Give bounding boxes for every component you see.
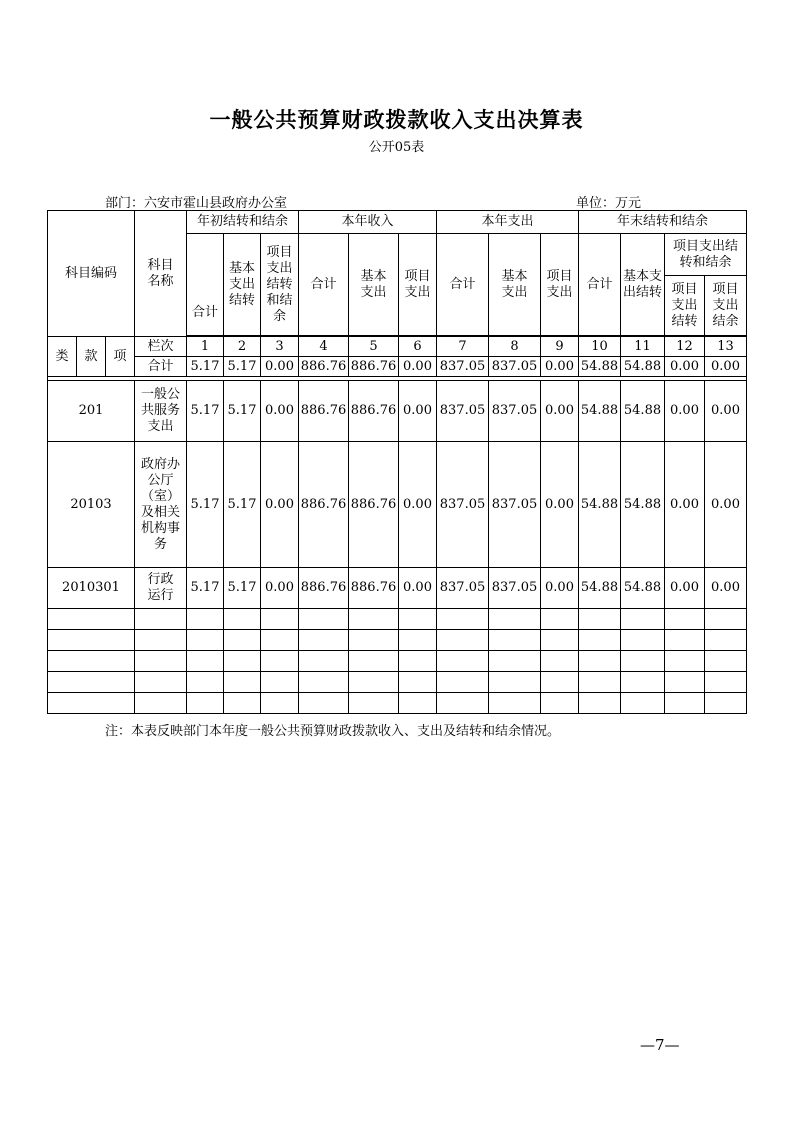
total-value: 5.17 — [224, 357, 261, 377]
empty-cell — [261, 651, 299, 672]
header-income-project: 项目支出 — [399, 234, 437, 336]
empty-cell — [399, 693, 437, 714]
empty-cell — [665, 651, 705, 672]
empty-cell — [399, 630, 437, 651]
empty-cell — [579, 672, 621, 693]
empty-cell — [224, 693, 261, 714]
header-expense-total: 合计 — [437, 234, 489, 336]
empty-cell — [187, 630, 224, 651]
header-end-group: 年末结转和结余 — [579, 211, 747, 234]
header-end-basic: 基本支出结转 — [621, 234, 665, 336]
total-value: 837.05 — [437, 357, 489, 377]
total-value: 0.00 — [665, 357, 705, 377]
empty-cell — [48, 630, 135, 651]
row-value: 0.00 — [261, 568, 299, 609]
row-code: 2010301 — [48, 568, 135, 609]
empty-cell — [399, 609, 437, 630]
empty-row — [48, 630, 747, 651]
empty-cell — [621, 672, 665, 693]
empty-cell — [224, 672, 261, 693]
row-value: 54.88 — [579, 381, 621, 442]
row-value: 0.00 — [399, 381, 437, 442]
row-value: 0.00 — [399, 442, 437, 568]
col-number: 10 — [579, 337, 621, 357]
empty-cell — [48, 651, 135, 672]
empty-cell — [48, 693, 135, 714]
row-value: 0.00 — [399, 568, 437, 609]
empty-cell — [399, 651, 437, 672]
col-number: 7 — [437, 337, 489, 357]
code-part-section: 款 — [77, 337, 106, 377]
empty-cell — [299, 672, 349, 693]
empty-row — [48, 609, 747, 630]
empty-cell — [437, 609, 489, 630]
col-number: 12 — [665, 337, 705, 357]
empty-cell — [579, 693, 621, 714]
empty-cell — [665, 609, 705, 630]
row-value: 886.76 — [349, 381, 399, 442]
empty-cell — [399, 672, 437, 693]
empty-cell — [541, 609, 579, 630]
empty-row — [48, 651, 747, 672]
empty-cell — [541, 672, 579, 693]
header-begin-total: 合计 — [187, 234, 224, 336]
empty-cell — [349, 630, 399, 651]
row-value: 837.05 — [489, 442, 541, 568]
row-value: 5.17 — [224, 568, 261, 609]
row-value: 0.00 — [705, 442, 747, 568]
empty-cell — [261, 672, 299, 693]
total-row-label: 合计 — [135, 357, 187, 377]
code-part-category: 类 — [48, 337, 77, 377]
empty-cell — [349, 693, 399, 714]
empty-cell — [187, 609, 224, 630]
code-part-item: 项 — [106, 337, 135, 377]
empty-cell — [299, 651, 349, 672]
empty-cell — [349, 651, 399, 672]
row-value: 837.05 — [437, 381, 489, 442]
row-value: 54.88 — [579, 568, 621, 609]
empty-cell — [187, 693, 224, 714]
empty-cell — [489, 630, 541, 651]
empty-cell — [621, 693, 665, 714]
empty-cell — [489, 672, 541, 693]
header-income-group: 本年收入 — [299, 211, 437, 234]
row-value: 54.88 — [621, 568, 665, 609]
row-value: 0.00 — [665, 442, 705, 568]
empty-cell — [705, 630, 747, 651]
header-expense-group: 本年支出 — [437, 211, 579, 234]
empty-cell — [489, 651, 541, 672]
empty-cell — [541, 630, 579, 651]
empty-row — [48, 693, 747, 714]
page-number: —7— — [640, 1036, 680, 1054]
row-name: 政府办公厅（室）及相关机构事务 — [135, 442, 187, 568]
total-value: 5.17 — [187, 357, 224, 377]
budget-table — [47, 210, 747, 714]
total-value: 0.00 — [541, 357, 579, 377]
table-note: 注：本表反映部门本年度一般公共预算财政拨款收入、支出及结转和结余情况。 — [105, 724, 561, 739]
empty-cell — [224, 651, 261, 672]
empty-cell — [665, 630, 705, 651]
header-end-project-group: 项目支出结转和结余 — [665, 234, 747, 276]
row-value: 0.00 — [261, 381, 299, 442]
empty-cell — [299, 630, 349, 651]
header-subject-name: 科目名称 — [135, 211, 187, 337]
empty-cell — [135, 609, 187, 630]
empty-cell — [135, 672, 187, 693]
col-number: 13 — [705, 337, 747, 357]
table-row — [48, 442, 747, 568]
header-begin-basic: 基本支出结转 — [224, 234, 261, 336]
empty-cell — [224, 630, 261, 651]
row-value: 5.17 — [187, 568, 224, 609]
empty-cell — [665, 693, 705, 714]
total-value: 886.76 — [299, 357, 349, 377]
header-end-project-balance: 项目支出结余 — [705, 276, 747, 336]
empty-cell — [437, 630, 489, 651]
empty-cell — [705, 672, 747, 693]
total-value: 837.05 — [489, 357, 541, 377]
empty-cell — [579, 609, 621, 630]
row-value: 837.05 — [489, 568, 541, 609]
empty-cell — [187, 651, 224, 672]
form-number: 公开05表 — [368, 140, 425, 155]
header-subject-code: 科目编码 — [48, 211, 135, 337]
row-value: 5.17 — [187, 381, 224, 442]
empty-cell — [665, 672, 705, 693]
row-value: 886.76 — [299, 442, 349, 568]
unit-label: 单位：万元 — [576, 196, 642, 211]
col-number: 1 — [187, 337, 224, 357]
row-value: 0.00 — [541, 442, 579, 568]
col-number: 9 — [541, 337, 579, 357]
empty-cell — [705, 651, 747, 672]
header-end-total: 合计 — [579, 234, 621, 336]
row-value: 54.88 — [621, 442, 665, 568]
empty-cell — [135, 630, 187, 651]
empty-cell — [437, 693, 489, 714]
row-value: 837.05 — [489, 381, 541, 442]
department-label: 部门：六安市霍山县政府办公室 — [105, 196, 288, 211]
header-income-basic: 基本支出 — [349, 234, 399, 336]
empty-cell — [621, 630, 665, 651]
row-value: 5.17 — [187, 442, 224, 568]
row-value: 886.76 — [299, 568, 349, 609]
header-expense-basic: 基本支出 — [489, 234, 541, 336]
empty-cell — [541, 693, 579, 714]
empty-cell — [437, 672, 489, 693]
page-title: 一般公共预算财政拨款收入支出决算表 — [209, 108, 584, 132]
empty-cell — [621, 609, 665, 630]
empty-cell — [261, 630, 299, 651]
empty-cell — [349, 672, 399, 693]
row-value: 886.76 — [349, 442, 399, 568]
empty-cell — [349, 609, 399, 630]
table-row — [48, 381, 747, 442]
col-number: 3 — [261, 337, 299, 357]
row-code: 201 — [48, 381, 135, 442]
empty-row — [48, 672, 747, 693]
row-value: 0.00 — [705, 568, 747, 609]
total-value: 886.76 — [349, 357, 399, 377]
row-value: 837.05 — [437, 568, 489, 609]
total-value: 54.88 — [621, 357, 665, 377]
total-value: 0.00 — [261, 357, 299, 377]
header-begin-project: 项目支出结转和结余 — [261, 234, 299, 336]
row-value: 54.88 — [621, 381, 665, 442]
row-name: 一般公共服务支出 — [135, 381, 187, 442]
col-number: 5 — [349, 337, 399, 357]
empty-cell — [187, 672, 224, 693]
col-number: 8 — [489, 337, 541, 357]
row-name: 行政运行 — [135, 568, 187, 609]
empty-cell — [489, 693, 541, 714]
row-value: 0.00 — [665, 381, 705, 442]
col-number: 4 — [299, 337, 349, 357]
total-value: 0.00 — [399, 357, 437, 377]
total-value: 54.88 — [579, 357, 621, 377]
col-number: 11 — [621, 337, 665, 357]
row-value: 0.00 — [261, 442, 299, 568]
row-value: 5.17 — [224, 442, 261, 568]
header-income-total: 合计 — [299, 234, 349, 336]
header-end-project-carryover: 项目支出结转 — [665, 276, 705, 336]
row-value: 5.17 — [224, 381, 261, 442]
empty-cell — [135, 651, 187, 672]
row-value: 0.00 — [541, 568, 579, 609]
empty-cell — [621, 651, 665, 672]
empty-cell — [299, 609, 349, 630]
empty-cell — [579, 630, 621, 651]
empty-cell — [489, 609, 541, 630]
empty-cell — [705, 693, 747, 714]
row-value: 0.00 — [705, 381, 747, 442]
row-value: 837.05 — [437, 442, 489, 568]
row-value: 0.00 — [665, 568, 705, 609]
empty-cell — [48, 609, 135, 630]
column-label: 栏次 — [135, 337, 187, 357]
empty-cell — [135, 693, 187, 714]
row-value: 54.88 — [579, 442, 621, 568]
col-number: 6 — [399, 337, 437, 357]
empty-cell — [299, 693, 349, 714]
empty-cell — [261, 693, 299, 714]
empty-cell — [48, 672, 135, 693]
table-row — [48, 568, 747, 609]
row-value: 886.76 — [299, 381, 349, 442]
empty-cell — [437, 651, 489, 672]
row-code: 20103 — [48, 442, 135, 568]
header-expense-project: 项目支出 — [541, 234, 579, 336]
empty-cell — [579, 651, 621, 672]
col-number: 2 — [224, 337, 261, 357]
empty-cell — [224, 609, 261, 630]
empty-cell — [541, 651, 579, 672]
empty-cell — [261, 609, 299, 630]
empty-cell — [705, 609, 747, 630]
row-value: 886.76 — [349, 568, 399, 609]
row-value: 0.00 — [541, 381, 579, 442]
header-begin-group: 年初结转和结余 — [187, 211, 299, 234]
total-value: 0.00 — [705, 357, 747, 377]
